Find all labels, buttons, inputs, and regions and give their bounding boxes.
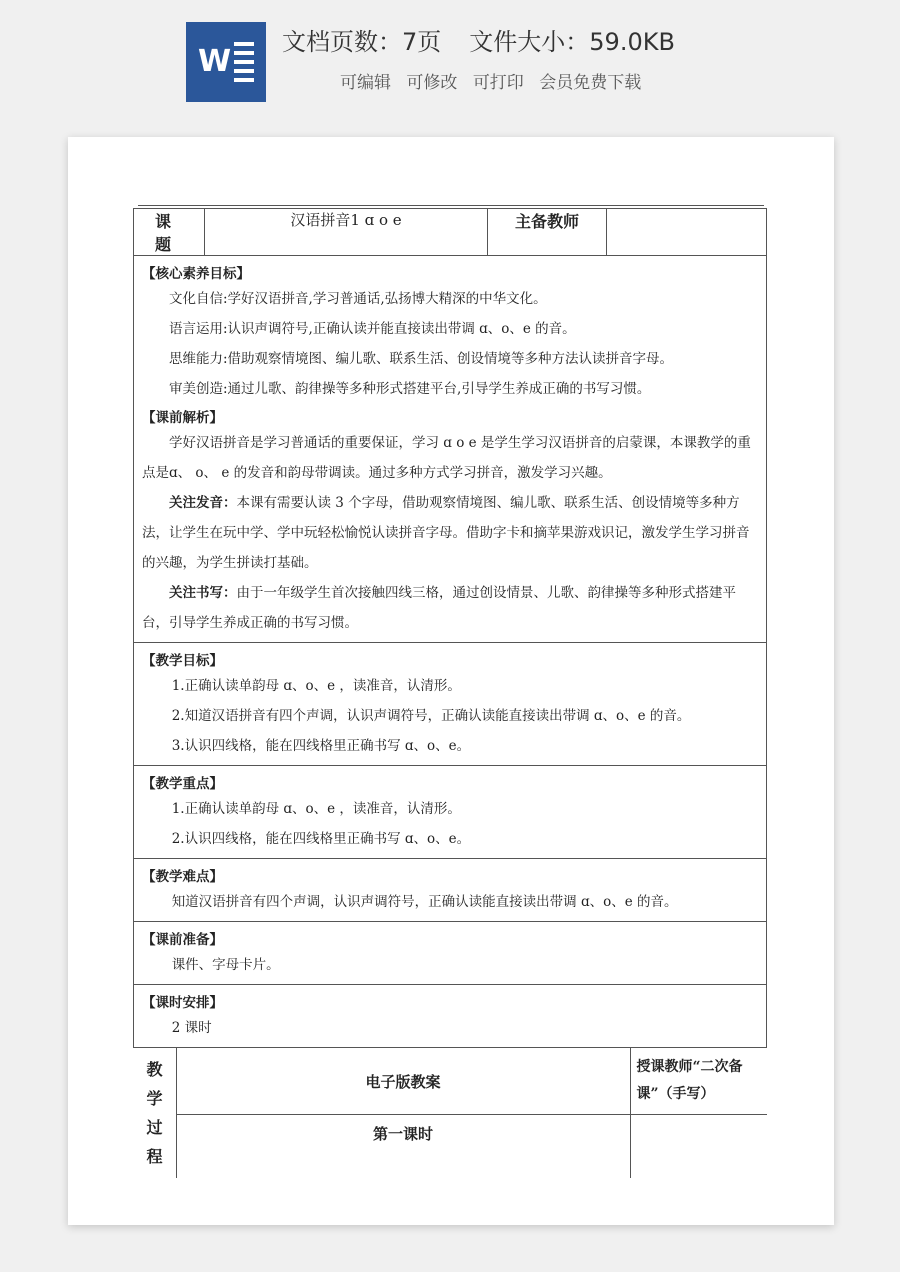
core-item: 文化自信:学好汉语拼音,学习普通话,弘扬博大精深的中华文化。	[169, 291, 547, 307]
second-lesson-prep-header: 授课教师“二次备课”（手写）	[630, 1048, 767, 1115]
goal-item: 3.认识四线格，能在四线格里正确书写 ɑ、o、e。	[171, 738, 471, 754]
topic-label: 课 题	[134, 209, 205, 256]
feature-member-download: 会员免费下载	[539, 73, 642, 93]
section-title: 【教学目标】	[142, 653, 223, 669]
file-info	[282, 22, 703, 57]
paragraph-body: 本课有需要认读 3 个字母，借助观察情境图、编儿歌、联系生活、创设情境等多种方法，让学生在玩中学、学中玩轻松愉悦认读拼音字母。借助字卡和摘苹果游戏识记，激发学生学习拼音的兴趣，为学生拼读打基础。	[142, 495, 750, 571]
schedule-text: 2 课时	[171, 1020, 212, 1036]
teacher-label: 主备教师	[488, 209, 607, 256]
core-item: 思维能力:借助观察情境图、编儿歌、联系生活、创设情境等多种方法认读拼音字母。	[169, 351, 674, 367]
section-title: 【教学重点】	[142, 776, 223, 792]
feature-editable: 可编辑	[340, 73, 391, 93]
process-table	[134, 1048, 767, 1178]
word-document-icon: W	[186, 22, 266, 102]
analysis-paragraph	[142, 578, 758, 638]
goal-item: 1.正确认读单韵母 ɑ、o、e ，读准音，认清形。	[171, 678, 461, 694]
section-title: 【课前准备】	[142, 932, 223, 948]
core-item: 语言运用:认识声调符号,正确认读并能直接读出带调 ɑ、o、e 的音。	[169, 321, 576, 337]
topic-value: 汉语拼音1 ɑ o e	[205, 209, 488, 256]
section-title: 【课时安排】	[142, 995, 223, 1011]
process-label-char: 过	[146, 1118, 163, 1137]
teacher-value	[607, 209, 767, 256]
feature-printable: 可打印	[472, 73, 524, 93]
preparation-text: 课件、字母卡片。	[171, 957, 280, 973]
core-literacy-section	[134, 256, 767, 643]
paragraph-lead: 关注发音：	[169, 495, 237, 511]
goal-item: 2.知道汉语拼音有四个声调，认识声调符号，正确认读能直接读出带调 ɑ、o、e 的音。	[171, 708, 691, 724]
process-label-char: 教	[146, 1060, 163, 1079]
analysis-paragraph: 学好汉语拼音是学习普通话的重要保证，学习 ɑ o e 是学生学习汉语拼音的启蒙课，本课教学的重点是ɑ、 o、 e 的发音和韵母带调读。通过多种方式学习拼音，激发学习兴趣。	[142, 435, 751, 481]
document-page	[68, 137, 834, 1225]
file-size: 文件大小：59.0KB	[469, 28, 675, 56]
process-label-char: 学	[146, 1089, 163, 1108]
paragraph-body: 由于一年级学生首次接触四线三格，通过创设情景、儿歌、韵律操等多种形式搭建平台，引导学生养成正确的书写习惯。	[142, 585, 736, 631]
difficulty-section	[134, 859, 767, 922]
download-banner	[0, 0, 900, 120]
feature-list	[340, 68, 651, 93]
page-count: 文档页数：7页	[282, 28, 442, 56]
process-label-char: 程	[146, 1147, 163, 1166]
teaching-goals-section	[134, 643, 767, 766]
difficulty-text: 知道汉语拼音有四个声调，认识声调符号，正确认读能直接读出带调 ɑ、o、e 的音。	[171, 894, 678, 910]
core-item: 审美创造:通过儿歌、韵律操等多种形式搭建平台,引导学生养成正确的书写习惯。	[169, 381, 651, 397]
key-item: 1.正确认读单韵母 ɑ、o、e ，读准音，认清形。	[171, 801, 461, 817]
paragraph-lead: 关注书写：	[169, 585, 237, 601]
handwritten-notes-cell	[630, 1115, 767, 1179]
process-label	[134, 1048, 177, 1178]
feature-modifiable: 可修改	[406, 73, 458, 93]
schedule-section	[134, 985, 767, 1048]
lesson-plan-table	[133, 208, 767, 1178]
first-period-label: 第一课时	[176, 1115, 630, 1179]
preparation-section	[134, 922, 767, 985]
section-title: 【核心素养目标】	[142, 266, 250, 282]
key-item: 2.认识四线格，能在四线格里正确书写 ɑ、o、e。	[171, 831, 471, 847]
electronic-plan-header: 电子版教案	[176, 1048, 630, 1115]
key-points-section	[134, 766, 767, 859]
header-rule	[138, 205, 764, 206]
header-row	[134, 209, 767, 256]
section-title: 【课前解析】	[142, 410, 223, 426]
section-title: 【教学难点】	[142, 869, 223, 885]
analysis-paragraph	[142, 488, 758, 578]
